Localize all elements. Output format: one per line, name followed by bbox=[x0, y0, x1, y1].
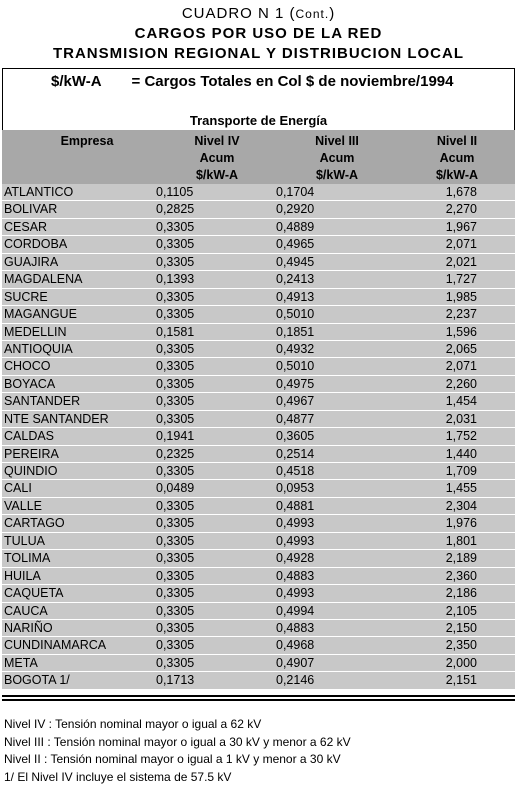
cell-nivel-iii: 0,4518 bbox=[276, 464, 315, 478]
footnote: Nivel IV : Tensión nominal mayor o igual a 62 kV bbox=[4, 717, 262, 731]
cell-nivel-iv: 0,1713 bbox=[156, 673, 195, 688]
header-empresa: Empresa bbox=[60, 134, 114, 148]
cell-empresa: META bbox=[4, 655, 38, 670]
table-header bbox=[2, 130, 515, 184]
table-row bbox=[2, 585, 515, 602]
cell-nivel-iii: 0,4928 bbox=[276, 551, 315, 566]
table-row bbox=[2, 550, 515, 567]
cell-nivel-ii: 2,304 bbox=[445, 498, 477, 513]
cell-nivel-iii: 0,1704 bbox=[276, 185, 315, 199]
table-row bbox=[2, 637, 515, 654]
cell-nivel-ii: 2,000 bbox=[445, 655, 477, 670]
cell-nivel-ii: 2,360 bbox=[445, 568, 477, 583]
cell-nivel-ii: 1,440 bbox=[445, 446, 477, 461]
cell-nivel-iii: 0,0953 bbox=[276, 481, 315, 496]
cell-nivel-iv: 0,1581 bbox=[156, 324, 195, 339]
table-row bbox=[2, 568, 515, 585]
cell-nivel-iv: 0,3305 bbox=[156, 551, 195, 566]
cell-nivel-iii: 0,2413 bbox=[276, 272, 315, 287]
table-row bbox=[2, 515, 515, 532]
cell-nivel-iii: 0,5010 bbox=[276, 359, 315, 374]
cell-nivel-iii: 0,4968 bbox=[276, 638, 315, 653]
cell-empresa: BOLIVAR bbox=[4, 202, 58, 217]
cell-empresa: PEREIRA bbox=[4, 446, 59, 461]
table-row bbox=[2, 603, 515, 620]
cell-empresa: GUAJIRA bbox=[4, 254, 59, 269]
cell-nivel-iv: 0,3305 bbox=[156, 376, 195, 391]
table-row bbox=[2, 620, 515, 637]
table-row bbox=[2, 358, 515, 375]
cell-empresa: HUILA bbox=[4, 568, 41, 583]
cell-nivel-ii: 1,454 bbox=[445, 394, 477, 409]
cell-nivel-ii: 1,985 bbox=[445, 289, 477, 304]
cell-nivel-ii: 1,678 bbox=[445, 185, 477, 199]
units-line bbox=[51, 73, 453, 90]
charges-table bbox=[2, 130, 515, 690]
cell-nivel-iv: 0,3305 bbox=[156, 341, 195, 356]
cell-empresa: TOLIMA bbox=[4, 551, 51, 566]
cell-empresa: CALI bbox=[4, 481, 32, 496]
cell-empresa: CAUCA bbox=[4, 603, 48, 618]
cell-empresa: SANTANDER bbox=[4, 394, 81, 409]
unit-description: = Cargos Totales en Col $ de noviembre/1994 bbox=[131, 73, 454, 90]
cell-nivel-iv: 0,3305 bbox=[156, 655, 195, 670]
table-row bbox=[2, 463, 515, 480]
cell-nivel-ii: 2,237 bbox=[445, 307, 477, 322]
table-row bbox=[2, 306, 515, 323]
cell-nivel-iii: 0,4994 bbox=[276, 603, 315, 618]
cell-nivel-iv: 0,3305 bbox=[156, 411, 195, 426]
cell-nivel-ii: 2,031 bbox=[445, 411, 477, 426]
cell-empresa: CUNDINAMARCA bbox=[4, 638, 107, 653]
cell-empresa: NARIÑO bbox=[4, 620, 53, 635]
cell-nivel-ii: 1,727 bbox=[445, 272, 477, 287]
cell-nivel-iii: 0,4881 bbox=[276, 498, 315, 513]
table-row bbox=[2, 324, 515, 341]
cell-nivel-iv: 0,3305 bbox=[156, 254, 195, 269]
table-body bbox=[2, 184, 515, 690]
cell-nivel-iii: 0,4993 bbox=[276, 516, 315, 531]
cell-nivel-ii: 2,186 bbox=[445, 586, 477, 601]
cell-nivel-iv: 0,1393 bbox=[156, 272, 195, 287]
cell-nivel-iii: 0,4889 bbox=[276, 219, 315, 234]
cell-nivel-iv: 0,3305 bbox=[156, 586, 195, 601]
footnotes bbox=[4, 716, 351, 785]
cell-nivel-ii: 1,752 bbox=[445, 429, 477, 444]
cell-nivel-iii: 0,4907 bbox=[276, 655, 315, 670]
cell-nivel-iv: 0,2325 bbox=[156, 446, 195, 461]
cell-nivel-iii: 0,2514 bbox=[276, 446, 315, 461]
title-line-2: CARGOS POR USO DE LA RED bbox=[134, 25, 383, 42]
cell-nivel-iv: 0,3305 bbox=[156, 394, 195, 409]
table-row bbox=[2, 498, 515, 515]
cell-empresa: ANTIOQUIA bbox=[4, 341, 73, 356]
cell-nivel-ii: 1,455 bbox=[445, 481, 477, 496]
cell-nivel-ii: 2,071 bbox=[445, 237, 477, 252]
cell-nivel-iii: 0,3605 bbox=[276, 429, 315, 444]
footnote: 1/ El Nivel IV incluye el sistema de 57.5 kV bbox=[4, 769, 232, 784]
table-row bbox=[2, 393, 515, 410]
header-box bbox=[2, 68, 515, 130]
cell-nivel-ii: 2,350 bbox=[445, 638, 477, 653]
table-row bbox=[2, 219, 515, 236]
cell-nivel-ii: 1,596 bbox=[445, 324, 477, 339]
cell-nivel-iii: 0,4975 bbox=[276, 376, 315, 391]
table-row bbox=[2, 376, 515, 393]
cell-nivel-ii: 1,801 bbox=[445, 533, 477, 548]
cell-empresa: MEDELLIN bbox=[4, 324, 67, 339]
table-row bbox=[2, 289, 515, 306]
cell-empresa: CALDAS bbox=[4, 429, 55, 444]
cell-nivel-ii: 2,021 bbox=[445, 254, 477, 269]
table-row bbox=[2, 271, 515, 288]
title-line-1: CUADRO N 1 (Cont.) bbox=[181, 5, 336, 22]
cell-empresa: CAQUETA bbox=[4, 586, 64, 601]
cell-nivel-ii: 2,151 bbox=[445, 673, 477, 688]
cell-empresa: CORDOBA bbox=[4, 237, 68, 252]
cell-empresa: NTE SANTANDER bbox=[4, 411, 109, 426]
header-nivel-ii: Nivel II Acum $/kW-A bbox=[435, 134, 479, 182]
footnote: Nivel III : Tensión nominal mayor o igual a 30 kV y menor a 62 kV bbox=[4, 734, 351, 749]
table-row bbox=[2, 341, 515, 358]
cell-nivel-iii: 0,4877 bbox=[276, 411, 315, 426]
table-row bbox=[2, 184, 515, 201]
table-row bbox=[2, 411, 515, 428]
cell-nivel-iv: 0,1941 bbox=[156, 429, 195, 444]
cell-nivel-iv: 0,3305 bbox=[156, 603, 195, 618]
cell-empresa: CHOCO bbox=[4, 359, 51, 374]
bottom-rule bbox=[2, 695, 515, 697]
title-block bbox=[0, 4, 517, 64]
cell-nivel-ii: 1,976 bbox=[445, 516, 477, 531]
cell-nivel-iv: 0,3305 bbox=[156, 464, 195, 478]
cell-nivel-ii: 2,270 bbox=[445, 202, 477, 217]
cell-empresa: MAGDALENA bbox=[4, 272, 83, 287]
cell-nivel-iv: 0,3305 bbox=[156, 219, 195, 234]
cell-nivel-iii: 0,1851 bbox=[276, 324, 315, 339]
cell-nivel-iii: 0,2920 bbox=[276, 202, 315, 217]
cell-nivel-iii: 0,4913 bbox=[276, 289, 315, 304]
cell-nivel-iii: 0,2146 bbox=[276, 673, 315, 688]
cell-nivel-ii: 1,967 bbox=[445, 219, 477, 234]
table-row bbox=[2, 254, 515, 271]
footnote: Nivel II : Tensión nominal mayor o igual a 1 kV y menor a 30 kV bbox=[4, 752, 341, 766]
cell-nivel-ii: 1,709 bbox=[445, 464, 477, 478]
cell-nivel-iv: 0,2825 bbox=[156, 202, 195, 217]
cell-empresa: MAGANGUE bbox=[4, 307, 77, 322]
cell-nivel-iii: 0,4967 bbox=[276, 394, 315, 409]
cell-nivel-iv: 0,3305 bbox=[156, 498, 195, 513]
title-line-3: TRANSMISION REGIONAL Y DISTRIBUCION LOCAL bbox=[52, 45, 465, 62]
cell-empresa: QUINDIO bbox=[4, 464, 58, 478]
cell-nivel-iii: 0,4965 bbox=[276, 237, 315, 252]
cell-nivel-ii: 2,260 bbox=[445, 376, 477, 391]
cell-nivel-iii: 0,4993 bbox=[276, 586, 315, 601]
cell-nivel-iv: 0,3305 bbox=[156, 620, 195, 635]
cell-nivel-iv: 0,3305 bbox=[156, 533, 195, 548]
cell-empresa: ATLANTICO bbox=[4, 185, 74, 199]
cell-nivel-iii: 0,4932 bbox=[276, 341, 315, 356]
cell-nivel-iv: 0,3305 bbox=[156, 289, 195, 304]
cell-nivel-ii: 2,065 bbox=[445, 341, 477, 356]
table-row bbox=[2, 428, 515, 445]
cell-nivel-ii: 2,105 bbox=[445, 603, 477, 618]
cell-nivel-iii: 0,4945 bbox=[276, 254, 315, 269]
cell-empresa: TULUA bbox=[4, 533, 45, 548]
cell-empresa: BOYACA bbox=[4, 376, 56, 391]
cell-nivel-iii: 0,5010 bbox=[276, 307, 315, 322]
cell-nivel-iii: 0,4993 bbox=[276, 533, 315, 548]
cell-empresa: CESAR bbox=[4, 219, 48, 234]
title-cont: Cont. bbox=[295, 7, 330, 21]
table-row bbox=[2, 533, 515, 550]
cell-empresa: SUCRE bbox=[4, 289, 48, 304]
unit-label: $/kW-A bbox=[51, 73, 102, 90]
header-nivel-iv: Nivel IV Acum $/kW-A bbox=[194, 134, 240, 182]
table-row bbox=[2, 480, 515, 497]
table-row bbox=[2, 236, 515, 253]
cell-nivel-iv: 0,3305 bbox=[156, 638, 195, 653]
header-nivel-iii: Nivel III Acum $/kW-A bbox=[315, 134, 359, 182]
cell-nivel-ii: 2,189 bbox=[445, 551, 477, 566]
cell-nivel-iv: 0,3305 bbox=[156, 568, 195, 583]
cell-nivel-iv: 0,3305 bbox=[156, 237, 195, 252]
cell-nivel-iv: 0,0489 bbox=[156, 481, 195, 496]
cell-empresa: BOGOTA 1/ bbox=[4, 673, 70, 688]
cell-nivel-iii: 0,4883 bbox=[276, 620, 315, 635]
cell-empresa: VALLE bbox=[4, 498, 42, 513]
table-row bbox=[2, 201, 515, 218]
table-row bbox=[2, 446, 515, 463]
cell-empresa: CARTAGO bbox=[4, 516, 65, 531]
cell-nivel-iv: 0,1105 bbox=[156, 185, 194, 199]
table-row bbox=[2, 655, 515, 672]
cell-nivel-iv: 0,3305 bbox=[156, 359, 195, 374]
cell-nivel-iv: 0,3305 bbox=[156, 516, 195, 531]
bottom-rule-secondary bbox=[2, 699, 515, 701]
cell-nivel-iii: 0,4883 bbox=[276, 568, 315, 583]
section-title: Transporte de Energía bbox=[189, 113, 328, 128]
cell-nivel-ii: 2,150 bbox=[445, 620, 477, 635]
table-row bbox=[2, 672, 515, 689]
cell-nivel-ii: 2,071 bbox=[445, 359, 477, 374]
cell-nivel-iv: 0,3305 bbox=[156, 307, 195, 322]
